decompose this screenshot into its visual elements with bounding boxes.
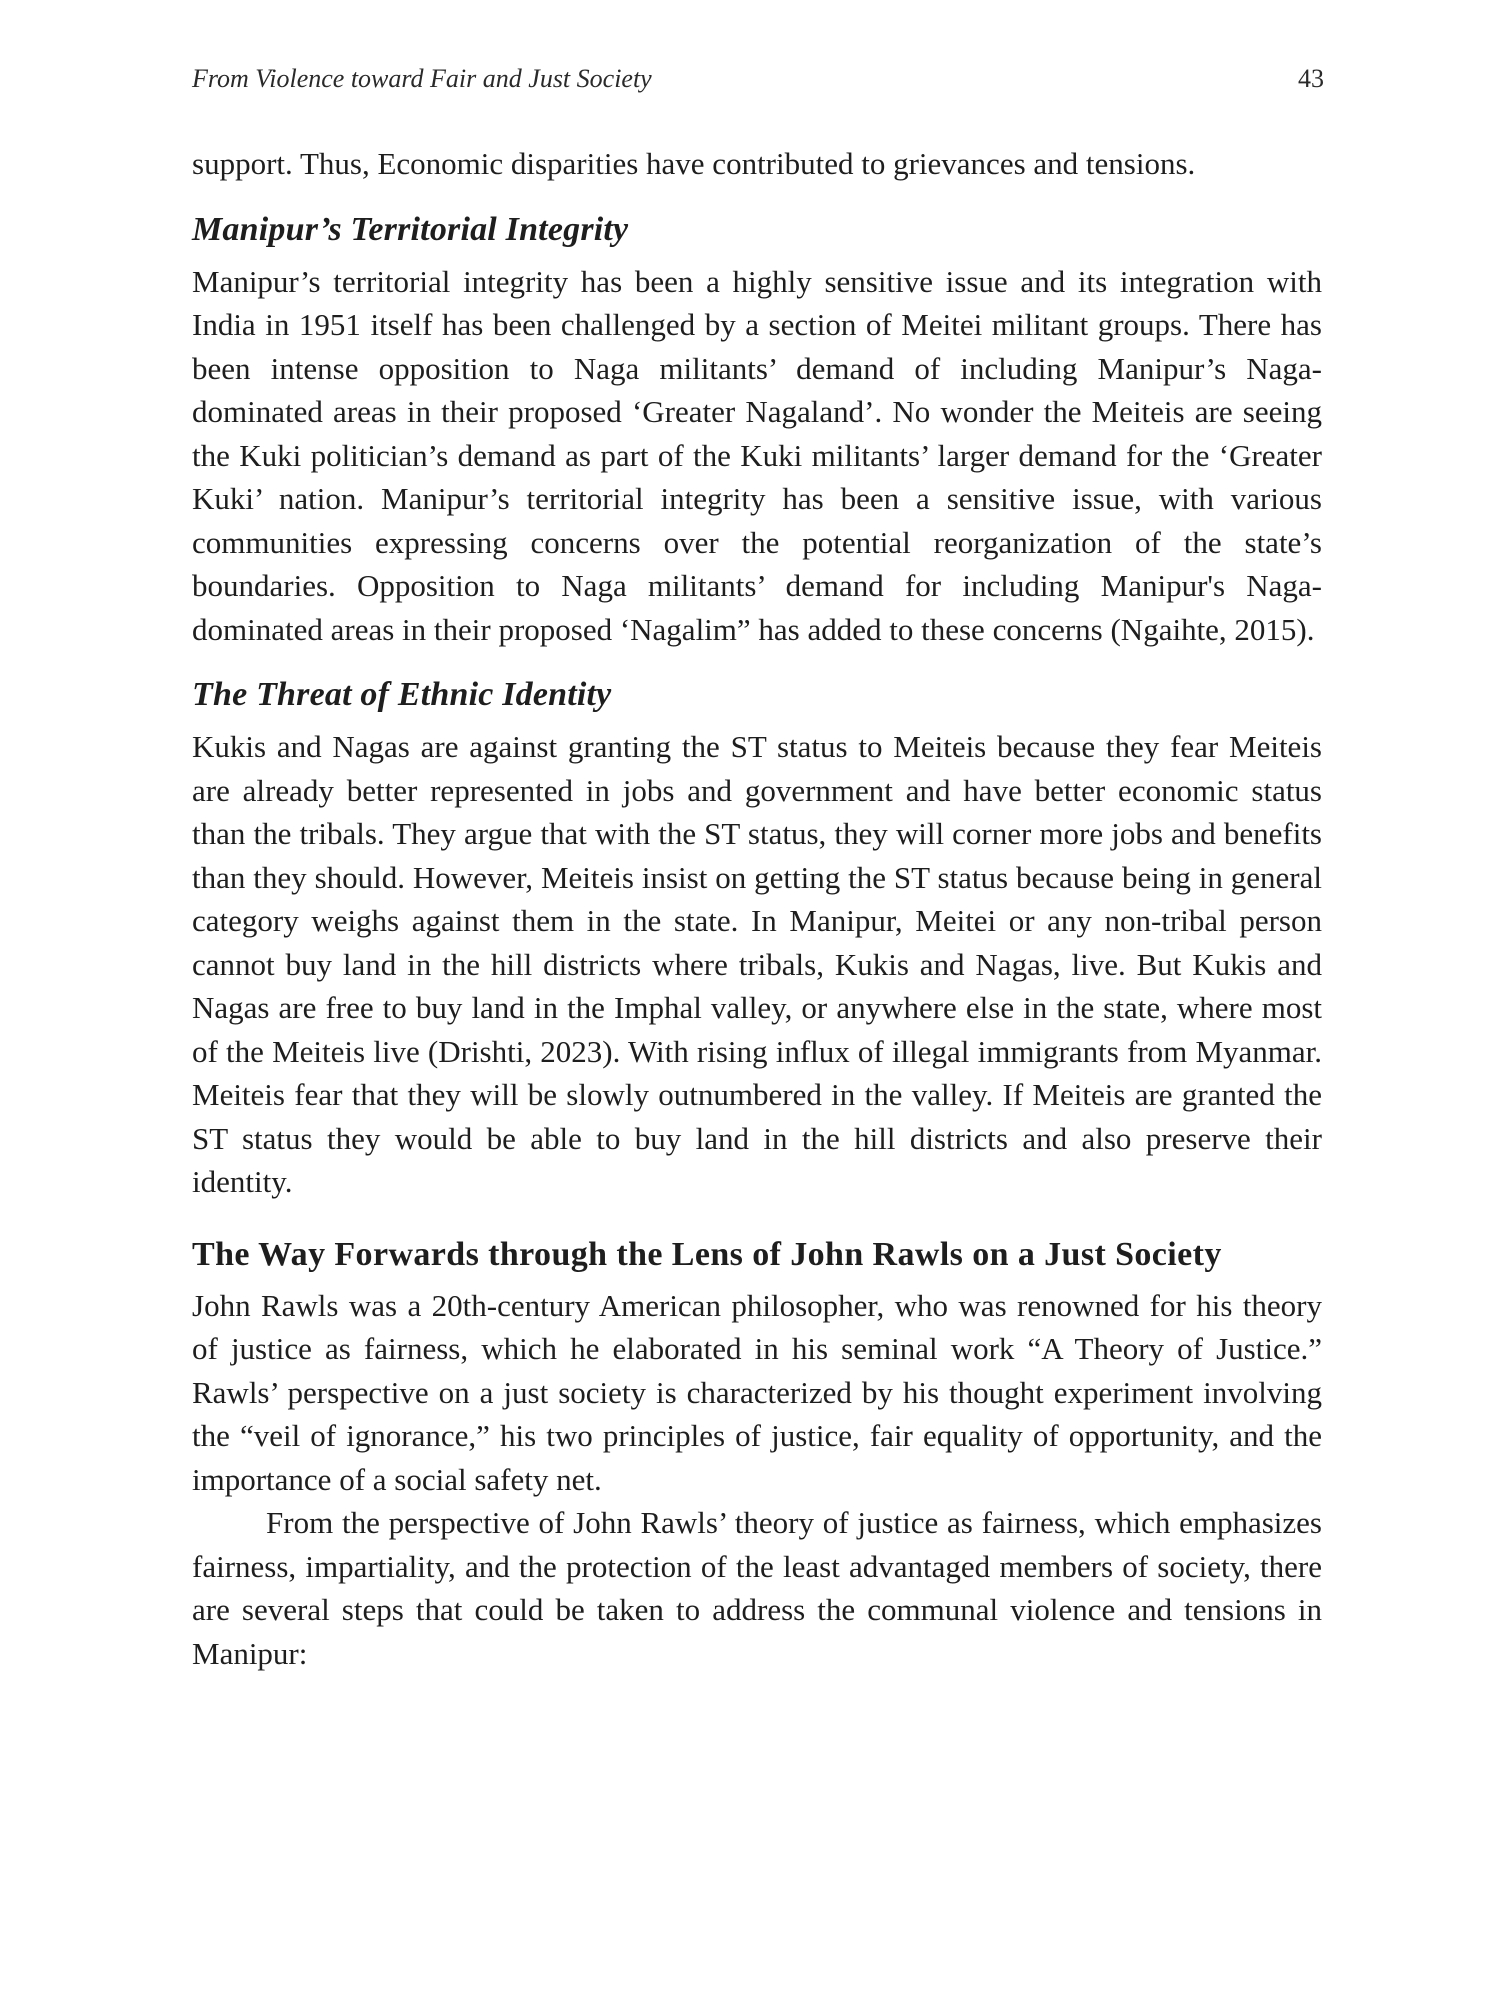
section-heading-ethnic-identity: The Threat of Ethnic Identity bbox=[192, 676, 612, 713]
section-heading-territorial-integrity: Manipur’s Territorial Integrity bbox=[192, 210, 629, 248]
territorial-integrity-paragraph: Manipur’s territorial integrity has been a highly sensitive issue and its integration with India in 1951 itself has been challenged by a section of Meitei militant groups. There has been intense opposition to Naga militants’ demand of including Manipur’s Naga-dominated areas in their proposed ‘Greater Nagaland’. No wonder the Meiteis are seeing the Kuki politician’s demand as part of the Kuki militants’ larger demand for the ‘Greater Kuki’ nation. Manipur’s territorial integrity has been a sensitive issue, with various communities expressing concerns over the potential reorganization of the state’s boundaries. Opposition to Naga militants’ demand for including Manipur's Naga-dominated areas in their proposed ‘Nagalim” has added to these concerns (Ngaihte, 2015). bbox=[192, 263, 1322, 647]
ethnic-identity-paragraph: Kukis and Nagas are against granting the ST status to Meiteis because they fear Meiteis are already better represented in jobs and government and have better economic status than the tribals. They argue that with the ST status, they will corner more jobs and benefits than they should. However, Meiteis insist on getting the ST status because being in general category weighs against them in the state. In Manipur, Meitei or any non-tribal person cannot buy land in the hill districts where tribals, Kukis and Nagas, live. But Kukis and Nagas are free to buy land in the Imphal valley, or anywhere else in the state, where most of the Meiteis live (Drishti, 2023). With rising influx of illegal immigrants from Myanmar. Meiteis fear that they will be slowly outnumbered in the valley. If Meiteis are granted the ST status they would be able to buy land in the hill districts and also preserve their identity. bbox=[192, 729, 1322, 1199]
section-heading-way-forwards: The Way Forwards through the Lens of John Rawls on a Just Society bbox=[192, 1235, 1222, 1273]
rawls-intro-paragraph: John Rawls was a 20th-century American philosopher, who was renowned for his theory of justice as fairness, which he elaborated in his seminal work “A Theory of Justice.” Rawls’ perspective on a just society is characterized by his thought experiment involving the “veil of ignorance,” his two principles of justice, fair equality of opportunity, and the importance of a social safety net. bbox=[192, 1287, 1322, 1497]
running-header bbox=[192, 62, 1322, 96]
intro-paragraph: support. Thus, Economic disparities have contributed to grievances and tensions. bbox=[192, 146, 1196, 181]
page-number: 43 bbox=[1298, 64, 1324, 93]
book-page bbox=[192, 62, 1322, 1675]
running-title: From Violence toward Fair and Just Society bbox=[192, 64, 652, 93]
rawls-steps-paragraph: From the perspective of John Rawls’ theory of justice as fairness, which emphasizes fairness, impartiality, and the protection of the least advantaged members of society, there are several steps that could be taken to address the communal violence and tensions in Manipur: bbox=[192, 1505, 1322, 1671]
